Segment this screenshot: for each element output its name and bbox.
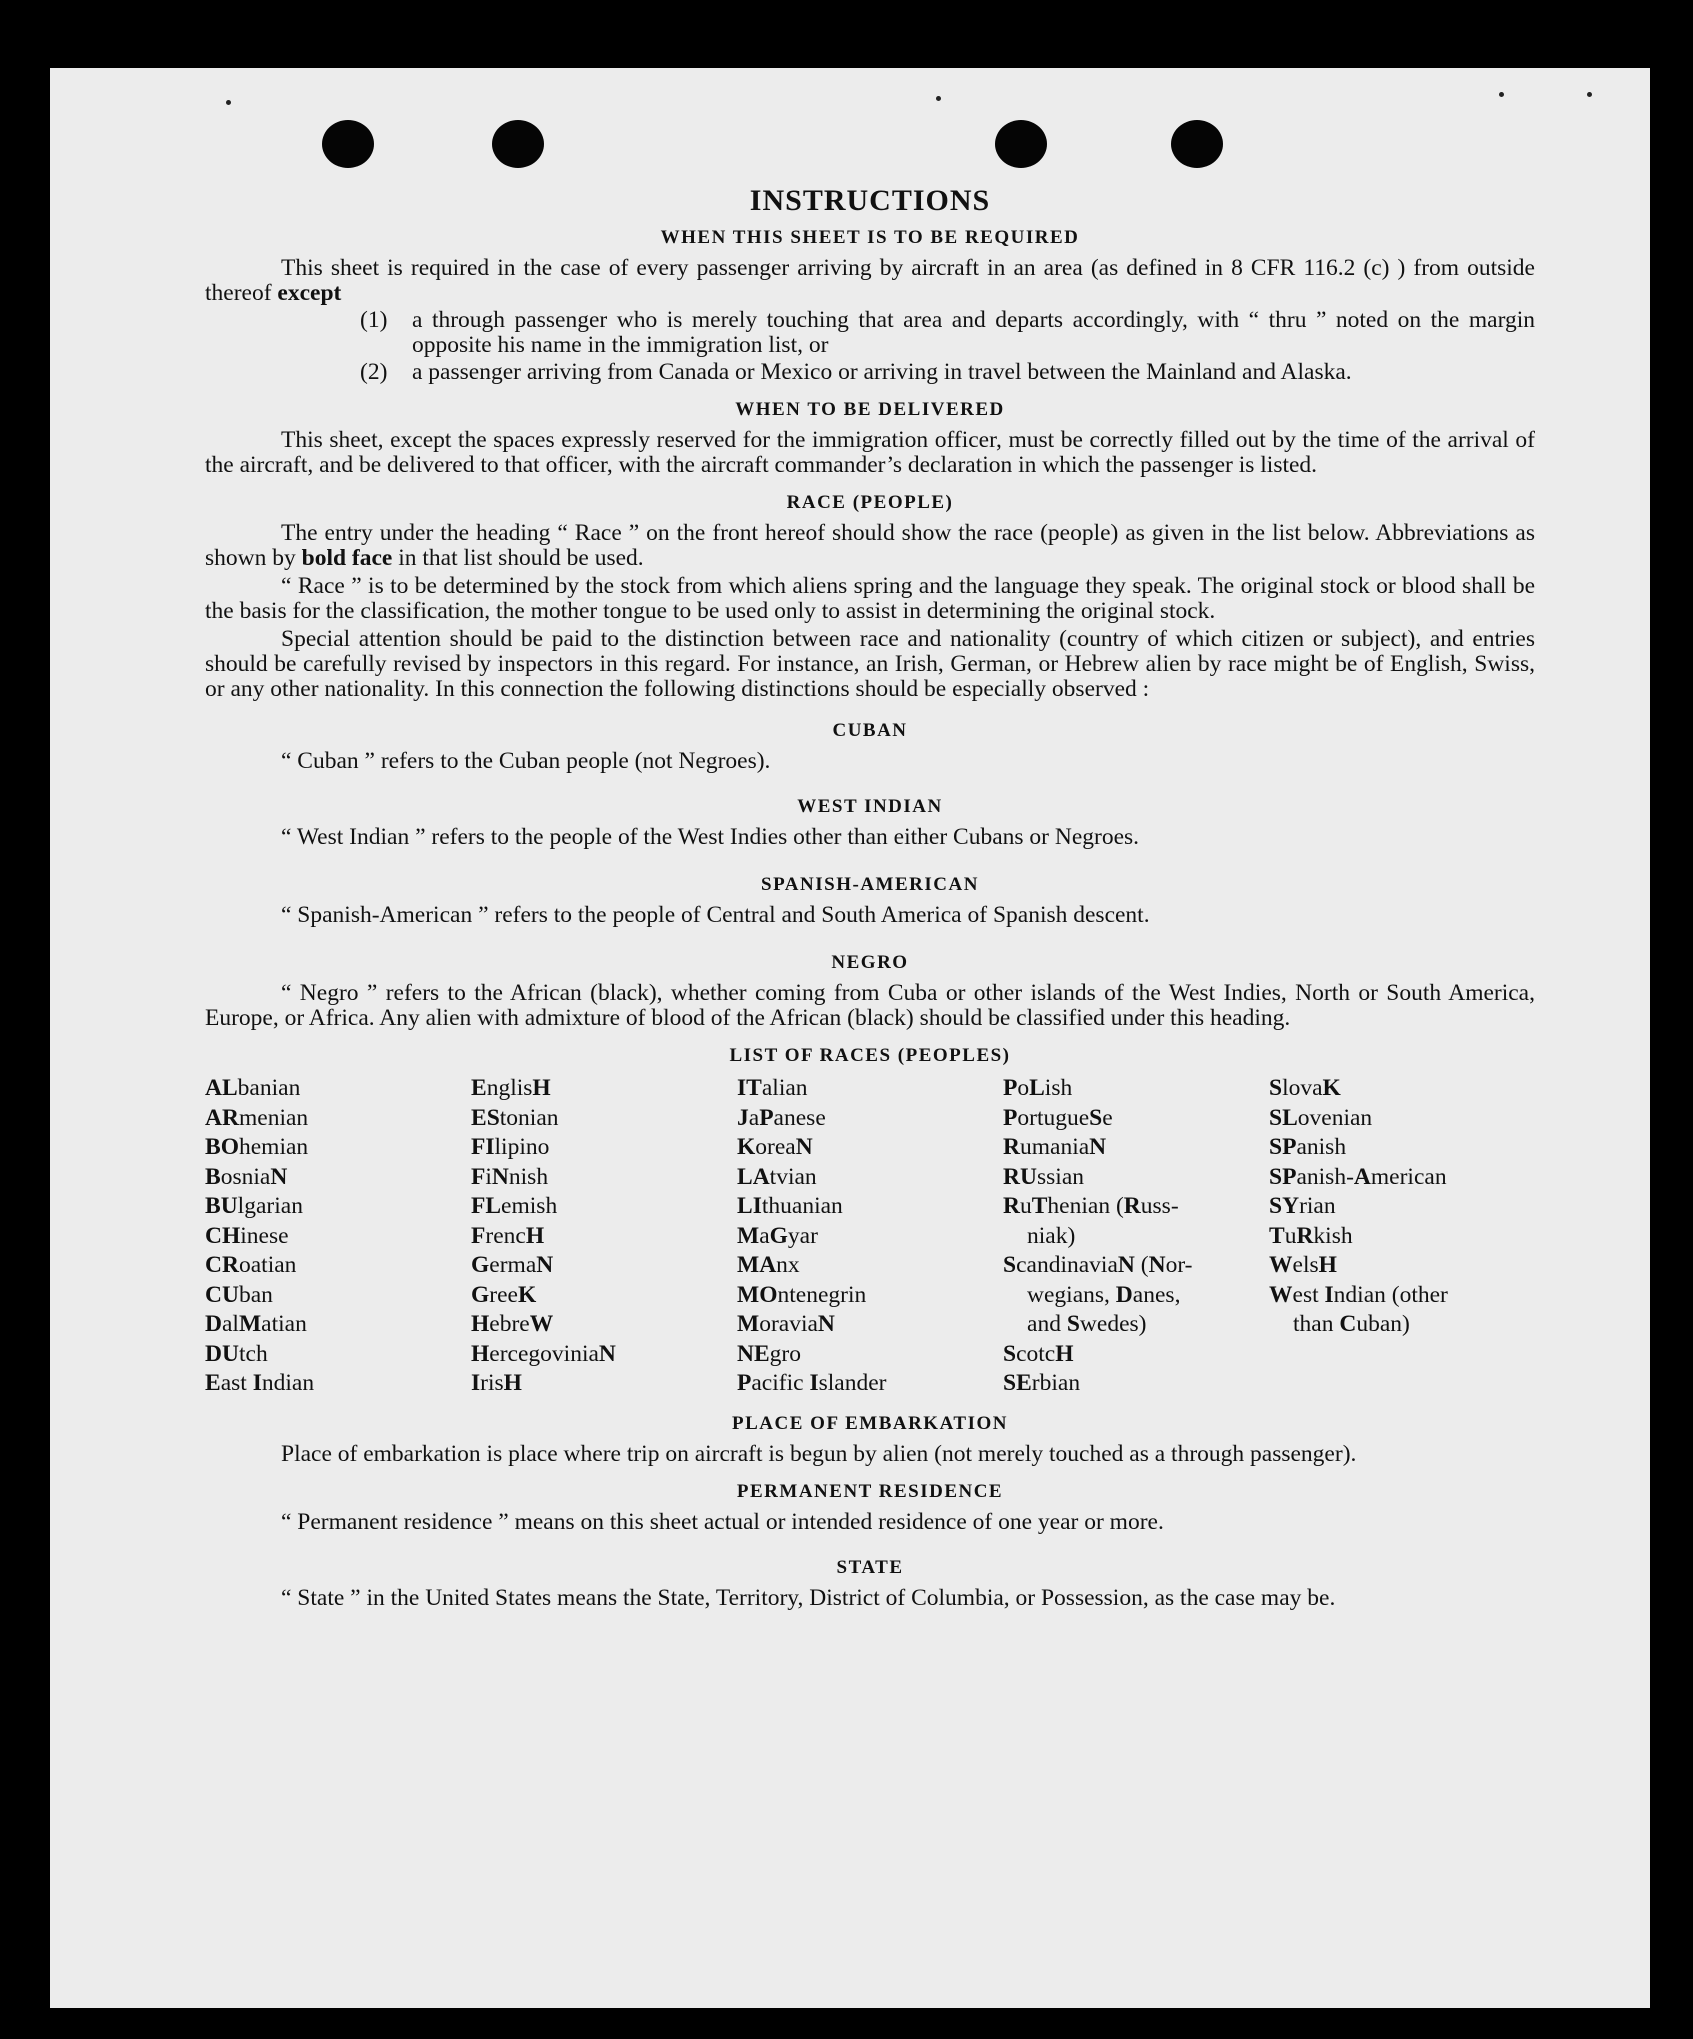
spanish-american-text: “ Spanish-American ” refers to the people of Central and South America of Spanish descent. [281, 902, 1150, 928]
race-entry: RuThenian (Russ- [1003, 1193, 1179, 1219]
heading-negro: NEGRO [831, 952, 909, 973]
instructions-content [205, 184, 1535, 1611]
embarkation-text: Place of embarkation is place where trip on aircraft is begun by alien (not merely touched as a through passenger). [281, 1440, 1357, 1467]
required-item [360, 360, 1535, 385]
delivered-text: This sheet, except the spaces expressly reserved for the immigration officer, must be correctly filled out by the time of the arrival of the aircraft, and be delivered to that officer, with the aircraft commander’s declaration in which the passenger is listed. [205, 427, 1535, 478]
race-paragraph-2: “ Race ” is to be determined by the stock from which aliens spring and the language they speak. The original stock or blood shall be the basis for the classification, the mother tongue to be used only to assist in determining the original stock. [205, 573, 1535, 624]
race-entry: HebreW [471, 1311, 554, 1337]
item-text: a through passenger who is merely touching that area and departs accordingly, with “ thru ” noted on the margin opposite his name in the immigration list, or [412, 307, 1535, 358]
race-entry: SErbian [1003, 1370, 1081, 1396]
punch-hole [1171, 120, 1223, 168]
race-p1-end: in that list should be used. [398, 545, 644, 571]
race-entry: BUlgarian [205, 1193, 303, 1219]
required-intro-bold: except [277, 280, 342, 306]
race-entry: and Swedes) [1027, 1311, 1147, 1337]
race-entry: FiNnish [471, 1163, 549, 1190]
heading-residence: PERMANENT RESIDENCE [736, 1480, 1004, 1502]
race-entry: SPanish-American [1269, 1163, 1447, 1190]
punch-hole [492, 120, 544, 168]
race-entry: RumaniaN [1003, 1134, 1107, 1160]
speck [936, 96, 941, 101]
race-entry: FIlipino [471, 1134, 550, 1160]
item-text: a passenger arriving from Canada or Mexico or arriving in travel between the Mainland and Alaska. [412, 359, 1352, 385]
heading-embarkation: PLACE OF EMBARKATION [732, 1412, 1008, 1434]
speck [226, 100, 231, 105]
race-entry: DUtch [205, 1340, 268, 1367]
negro-text: “ Negro ” refers to the African (black), whether coming from Cuba or other islands of the West Indies, North or South America, Europe, or Africa. Any alien with admixture of blood of the African (black) should be classified under this heading. [205, 980, 1535, 1031]
race-entry: LAtvian [737, 1163, 817, 1190]
page-title: INSTRUCTIONS [749, 184, 991, 217]
item-number: (2) [360, 359, 388, 385]
race-entry: IrisH [471, 1370, 522, 1396]
cuban-text: “ Cuban ” refers to the Cuban people (not Negroes). [281, 748, 771, 774]
race-entry [1269, 1340, 1535, 1370]
race-entry: GreeK [471, 1281, 537, 1308]
heading-spanish-american: SPANISH-AMERICAN [761, 874, 979, 895]
race-entry: HercegoviniaN [471, 1340, 616, 1367]
race-entry: than Cuban) [1293, 1311, 1410, 1337]
race-entry: SPanish [1269, 1134, 1347, 1160]
punch-hole [995, 120, 1047, 168]
heading-delivered: WHEN TO BE DELIVERED [735, 399, 1005, 420]
race-entry: CRoatian [205, 1252, 297, 1278]
required-item [360, 308, 1535, 358]
race-entry: LIthuanian [737, 1193, 843, 1219]
race-entry: KoreaN [737, 1134, 813, 1160]
race-entry: FLemish [471, 1193, 558, 1219]
speck [1499, 92, 1504, 97]
required-intro-text: This sheet is required in the case of every passenger arriving by aircraft in an area (as defined in 8 CFR 116.2 (c) ) from outside thereof [205, 255, 1535, 306]
residence-text: “ Permanent residence ” means on this sheet actual or intended residence of one year or more. [281, 1508, 1164, 1535]
race-entry: BOhemian [205, 1134, 309, 1160]
race-entry: DalMatian [205, 1311, 307, 1337]
race-entry: wegians, Danes, [1027, 1281, 1181, 1308]
required-intro [205, 256, 1535, 306]
heading-cuban: CUBAN [832, 720, 908, 741]
race-entry: ScandinaviaN (Nor- [1003, 1252, 1193, 1278]
race-entry: GermaN [471, 1252, 554, 1278]
race-entry: PoLish [1003, 1075, 1073, 1101]
race-entry: NEgro [737, 1340, 801, 1367]
race-entry: MOntenegrin [737, 1281, 867, 1308]
speck [1587, 92, 1592, 97]
race-entry: WelsH [1269, 1252, 1337, 1278]
heading-required: WHEN THIS SHEET IS TO BE REQUIRED [660, 227, 1080, 248]
race-entry [1269, 1369, 1535, 1399]
race-entry: TuRkish [1269, 1222, 1353, 1249]
race-entry: West Indian (other [1269, 1281, 1448, 1308]
race-p1-bold: bold face [301, 545, 393, 571]
race-entry: RUssian [1003, 1163, 1084, 1190]
race-entry: PortugueSe [1003, 1104, 1113, 1131]
race-entry: Pacific Islander [737, 1370, 887, 1396]
item-number: (1) [360, 307, 388, 333]
punch-hole [322, 120, 374, 168]
race-entry: EnglisH [471, 1075, 551, 1101]
heading-west-indian: WEST INDIAN [797, 796, 943, 817]
races-list [205, 1074, 1535, 1399]
race-entry: MAnx [737, 1252, 800, 1278]
race-entry: ITalian [737, 1075, 808, 1101]
race-entry: MoraviaN [737, 1311, 835, 1337]
race-entry: CUban [205, 1281, 273, 1308]
race-entry: CHinese [205, 1222, 289, 1249]
race-entry: EStonian [471, 1104, 559, 1131]
race-entry: SYrian [1269, 1193, 1336, 1219]
race-entry: BosniaN [205, 1163, 288, 1190]
heading-state: STATE [836, 1556, 904, 1578]
west-indian-text: “ West Indian ” refers to the people of the West Indies other than either Cubans or Negroes. [281, 824, 1140, 850]
race-entry: MaGyar [737, 1222, 818, 1249]
race-entry: SLovenian [1269, 1104, 1373, 1131]
state-text: “ State ” in the United States means the State, Territory, District of Columbia, or Possession, as the case may be. [281, 1584, 1336, 1611]
race-entry: SlovaK [1269, 1075, 1341, 1101]
heading-race: RACE (PEOPLE) [786, 492, 954, 513]
heading-list-of-races: LIST OF RACES (PEOPLES) [729, 1045, 1011, 1066]
race-p1-start: The entry under the heading “ Race ” on the front hereof should show the race (people) as given in the list below. Abbreviations as shown by [205, 520, 1535, 571]
race-entry: ARmenian [205, 1104, 309, 1131]
race-paragraph-1 [205, 521, 1535, 571]
race-entry: FrencH [471, 1222, 545, 1249]
document-sheet [50, 68, 1650, 2008]
race-entry: ALbanian [205, 1075, 301, 1101]
race-entry: ScotcH [1003, 1340, 1074, 1367]
race-entry: East Indian [205, 1370, 315, 1396]
race-entry: niak) [1027, 1222, 1076, 1249]
race-paragraph-3: Special attention should be paid to the distinction between race and nationality (country of which citizen or subject), and entries should be carefully revised by inspectors in this regard. For instance, an Irish, German, or Hebrew alien by race might be of English, Swiss, or any other nationality. In this connection the following distinctions should be especially observed : [205, 626, 1535, 702]
race-entry: JaPanese [737, 1104, 826, 1131]
